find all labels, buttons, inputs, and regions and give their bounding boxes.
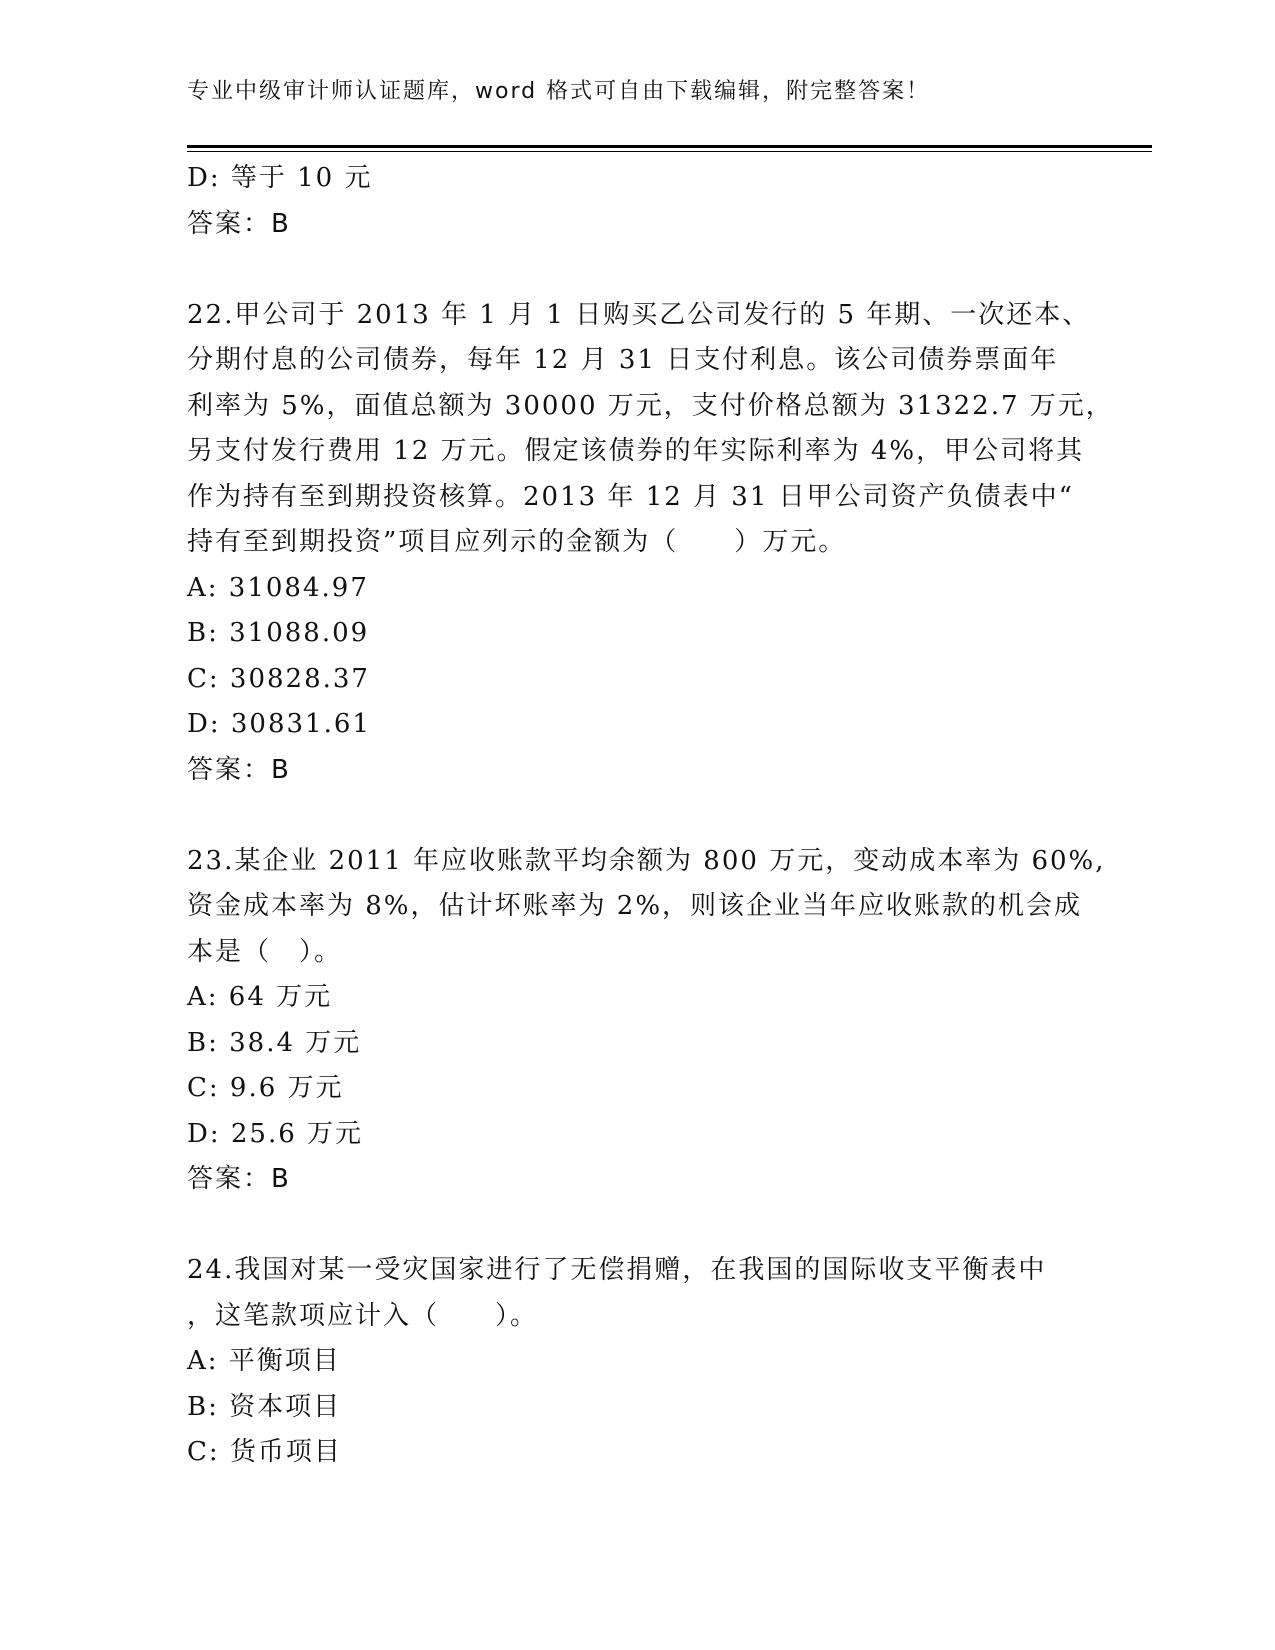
answer-line: 答案：B: [187, 1164, 291, 1194]
page-header: 专业中级审计师认证题库，word 格式可自由下载编辑，附完整答案！: [187, 79, 931, 104]
question-text-line: 作为持有至到期投资核算。2013 年 12 月 31 日甲公司资产负债表中“: [187, 481, 1074, 512]
option-d: D: 30831.61: [187, 709, 371, 739]
option-b: B: 资本项目: [187, 1391, 342, 1422]
question-text-line: 利率为 5%，面值总额为 30000 万元，支付价格总额为 31322.7 万元，: [187, 390, 1114, 421]
question-text-line: 分期付息的公司债券，每年 12 月 31 日支付利息。该公司债券票面年: [187, 345, 1059, 375]
option-c: C: 30828.37: [187, 663, 370, 694]
question-text-line: 24.我国对某一受灾国家进行了无偿捐赠，在我国的国际收支平衡表中: [187, 1255, 1047, 1285]
question-text-line: 23.某企业 2011 年应收账款平均余额为 800 万元，变动成本率为 60%,: [187, 845, 1106, 876]
header-rule-thin: [187, 151, 1152, 152]
question-gap: [187, 1203, 1087, 1249]
question-text-line: 资金成本率为 8%，估计坏账率为 2%，则该企业当年应收账款的机会成: [187, 891, 1083, 921]
header-rule-thick: [187, 145, 1152, 148]
answer-line: 答案：B: [187, 754, 291, 785]
option-d: D: 25.6 万元: [187, 1118, 364, 1149]
option-c: C: 9.6 万元: [187, 1073, 344, 1103]
document-body: [187, 156, 1114, 1476]
question-text-line: 22.甲公司于 2013 年 1 月 1 日购买乙公司发行的 5 年期、一次还本、: [187, 299, 1091, 330]
question-24: [187, 1248, 1087, 1476]
question-text-line: ，这笔款项应计入（ ）。: [187, 1300, 539, 1331]
option-d: D: 等于 10 元: [187, 163, 373, 193]
question-gap: [187, 793, 1087, 839]
option-a: A: 64 万元: [187, 982, 333, 1012]
question-gap: [187, 247, 1087, 293]
option-b: B: 38.4 万元: [187, 1027, 362, 1058]
option-c: C: 货币项目: [187, 1437, 342, 1467]
question-text-line: 持有至到期投资”项目应列示的金额为（ ）万元。: [187, 527, 847, 557]
question-22: [187, 293, 1114, 794]
answer-line: 答案：B: [187, 208, 291, 239]
question-23: [187, 839, 1106, 1203]
option-b: B: 31088.09: [187, 618, 370, 648]
question-text-line: 另支付发行费用 12 万元。假定该债券的年实际利率为 4%，甲公司将其: [187, 436, 1085, 466]
question-text-line: 本是（ ）。: [187, 936, 343, 967]
option-a: A: 31084.97: [187, 572, 369, 603]
option-a: A: 平衡项目: [187, 1346, 341, 1376]
